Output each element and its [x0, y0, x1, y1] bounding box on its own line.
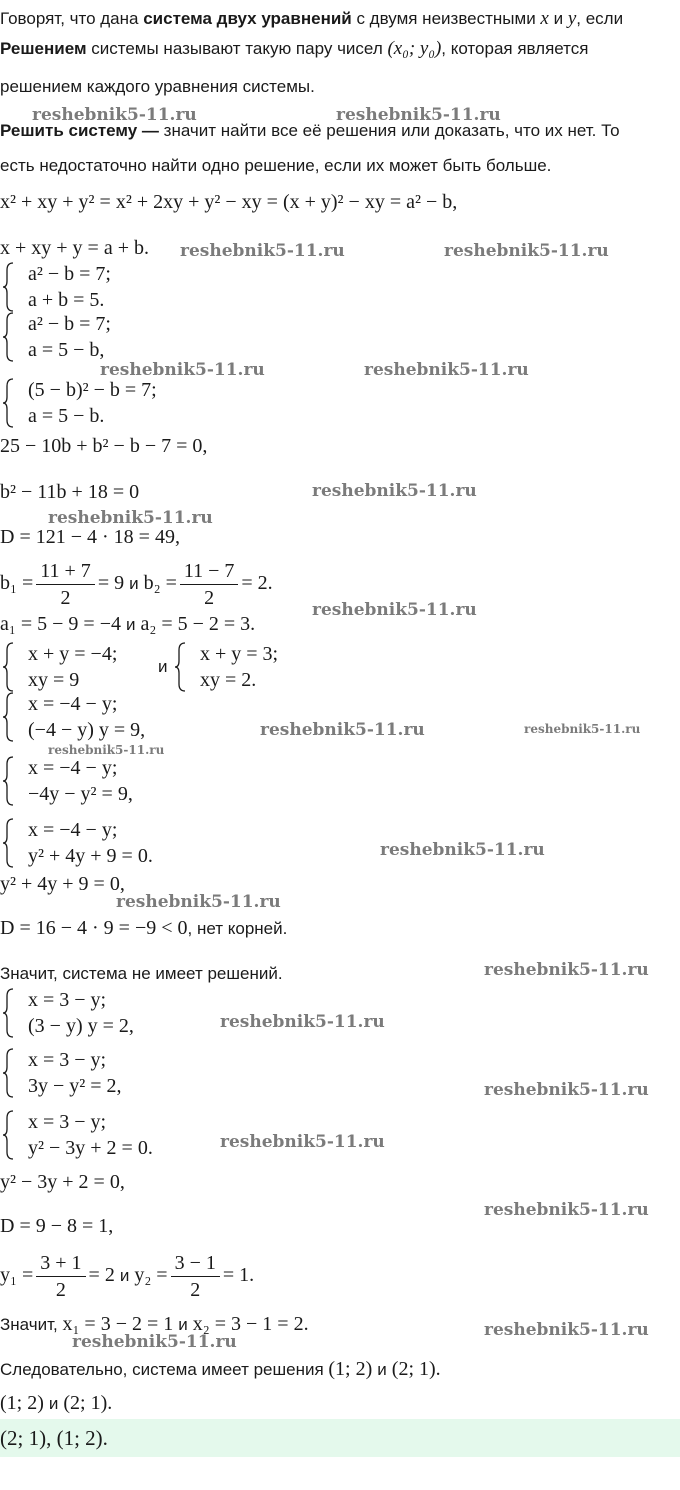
brace-icon: [2, 818, 14, 868]
intro-line-3: решением каждого уравнения системы.: [0, 77, 315, 96]
pairs-text: (1; 2) и (2; 1).: [0, 1392, 113, 1414]
equation: D = 9 − 8 = 1,: [0, 1215, 114, 1237]
conclusion-text: Значит, система не имеет решений.: [0, 964, 283, 983]
watermark: reshebnik5-11.ru: [220, 1012, 385, 1032]
brace-icon: [2, 1048, 14, 1098]
conjunction-text: и: [158, 657, 168, 676]
equation: D = 121 − 4 · 18 = 49,: [0, 526, 180, 548]
watermark: reshebnik5-11.ru: [336, 105, 501, 125]
brace-icon: [2, 378, 14, 428]
equation-system: a² − b = 7; a + b = 5.: [2, 262, 222, 312]
watermark: reshebnik5-11.ru: [116, 892, 281, 912]
equation: 25 − 10b + b² − b − 7 = 0,: [0, 435, 208, 457]
watermark: reshebnik5-11.ru: [364, 360, 529, 380]
equation: y² + 4y + 9 = 0,: [0, 873, 125, 895]
equation-system: x + y = 3; xy = 2.: [174, 642, 324, 692]
watermark: reshebnik5-11.ru: [484, 1320, 649, 1340]
watermark: reshebnik5-11.ru: [484, 1200, 649, 1220]
brace-icon: [2, 692, 14, 742]
equation: a₁ = 5 − 9 = −4 и a₂ = 5 − 2 = 3.: [0, 613, 256, 635]
fraction-line-y: y₁ = $\frac{3 + 1}{2}$ = 2 и y₂ = $\frac{3 - 1}{2}$ = 1.: [0, 1251, 255, 1301]
watermark: reshebnik5-11.ru: [312, 600, 477, 620]
equation-system: x = 3 − y; y² − 3y + 2 = 0.: [2, 1110, 222, 1160]
equation-system: x + y = −4; xy = 9: [2, 642, 152, 692]
brace-icon: [2, 312, 14, 362]
watermark: reshebnik5-11.ru: [220, 1132, 385, 1152]
watermark: reshebnik5-11.ru: [72, 1332, 237, 1352]
brace-icon: [2, 1110, 14, 1160]
brace-icon: [174, 642, 186, 692]
equation-system: x = −4 − y; (−4 − y) y = 9,: [2, 692, 222, 742]
answer-text: (2; 1), (1; 2).: [0, 1426, 108, 1450]
watermark: reshebnik5-11.ru: [260, 720, 425, 740]
watermark: reshebnik5-11.ru: [380, 840, 545, 860]
watermark: reshebnik5-11.ru: [484, 960, 649, 980]
equation-system: (5 − b)² − b = 7; a = 5 − b.: [2, 378, 242, 428]
equation-system: x = 3 − y; 3y − y² = 2,: [2, 1048, 222, 1098]
answer-box: [0, 1419, 680, 1457]
watermark: reshebnik5-11.ru: [312, 481, 477, 501]
intro-line-4: Решить систему — значит найти все её решения или доказать, что их нет. То: [0, 121, 620, 140]
result-text: Следовательно, система имеет решения (1; 2) и (2; 1).: [0, 1358, 441, 1380]
equation-system: x = −4 − y; −4y − y² = 9,: [2, 756, 222, 806]
watermark: reshebnik5-11.ru: [180, 241, 345, 261]
watermark: reshebnik5-11.ru: [444, 241, 609, 261]
fraction-line-b: b₁ = $\frac{11 + 7}{2}$ = 9 и b₂ = $\frac{11 - 7}{2}$ = 2.: [0, 559, 273, 609]
equation-system: x = −4 − y; y² + 4y + 9 = 0.: [2, 818, 222, 868]
brace-icon: [2, 988, 14, 1038]
equation-system: x = 3 − y; (3 − y) y = 2,: [2, 988, 222, 1038]
watermark: reshebnik5-11.ru: [100, 360, 265, 380]
equation: x + xy + y = a + b.: [0, 237, 149, 259]
brace-icon: [2, 262, 14, 312]
equation: D = 16 − 4 · 9 = −9 < 0, нет корней.: [0, 917, 288, 939]
intro-line-1: Говорят, что дана система двух уравнений с двумя неизвестными x и y, если: [0, 8, 624, 29]
watermark: reshebnik5-11.ru: [48, 508, 213, 528]
watermark: reshebnik5-11.ru: [524, 722, 641, 736]
watermark: reshebnik5-11.ru: [32, 105, 197, 125]
watermark: reshebnik5-11.ru: [484, 1080, 649, 1100]
equation: b² − 11b + 18 = 0: [0, 481, 140, 503]
brace-icon: [2, 642, 14, 692]
equation: x² + xy + y² = x² + 2xy + y² − xy = (x + y)² − xy = a² − b,: [0, 191, 458, 213]
brace-icon: [2, 756, 14, 806]
watermark: reshebnik5-11.ru: [48, 743, 165, 757]
equation-system: a² − b = 7; a = 5 − b,: [2, 312, 222, 362]
intro-line-5: есть недостаточно найти одно решение, если их может быть больше.: [0, 156, 552, 175]
equation: y² − 3y + 2 = 0,: [0, 1171, 125, 1193]
intro-line-2: Решением системы называют такую пару чисел (x₀; y₀), которая является: [0, 38, 589, 59]
equation: Значит, x₁ = 3 − 2 = 1 и x₂ = 3 − 1 = 2.: [0, 1313, 309, 1335]
